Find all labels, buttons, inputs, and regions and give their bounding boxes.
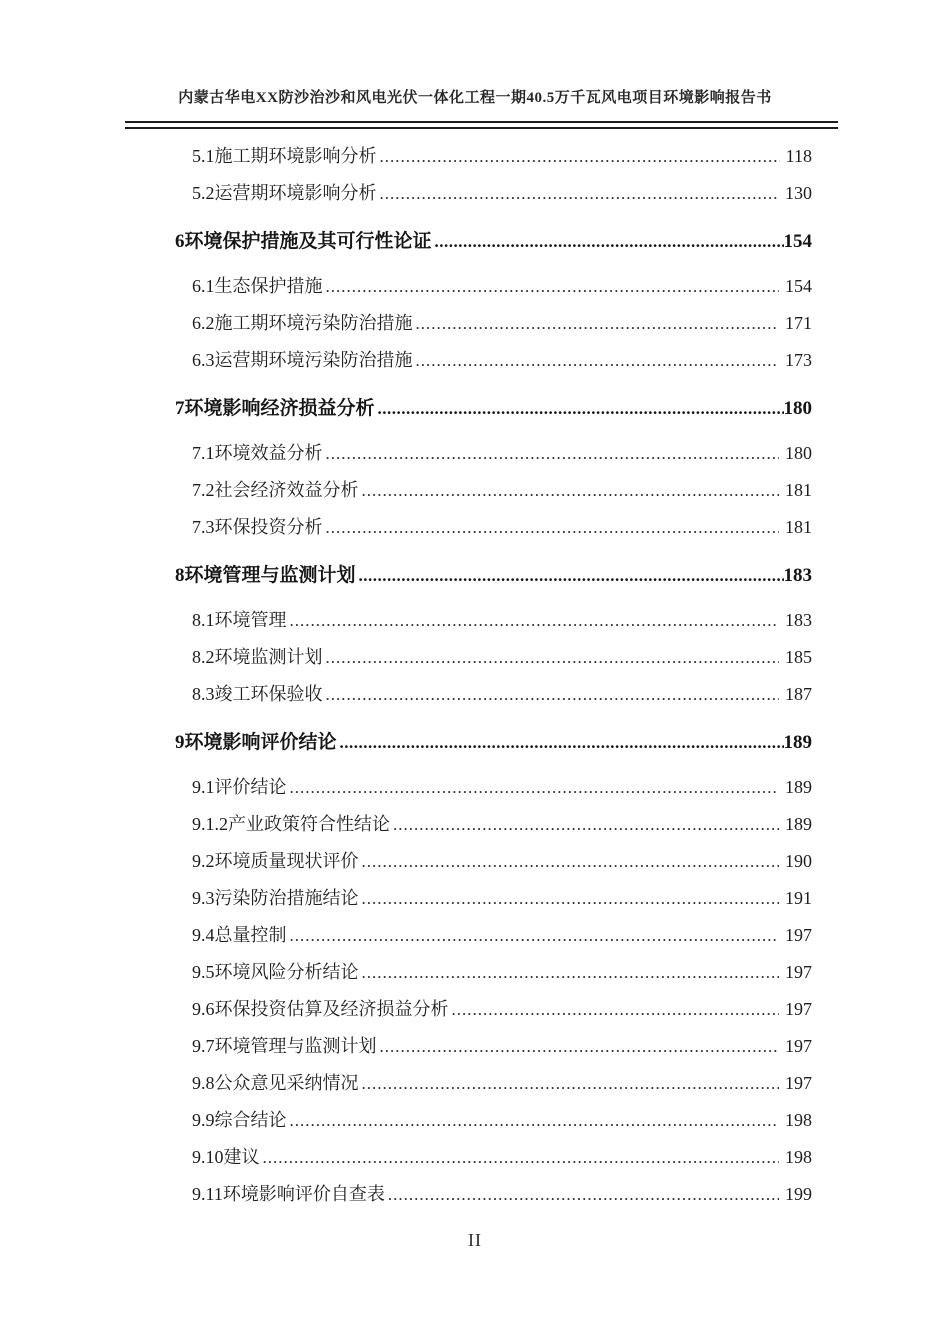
page-footer-number: II bbox=[468, 1230, 482, 1250]
toc-entry bbox=[175, 769, 812, 806]
toc-entry-page: 197 bbox=[785, 1073, 812, 1093]
page-header-title: 内蒙古华电XX防沙治沙和风电光伏一体化工程一期40.5万千瓦风电项目环境影响报告书 bbox=[178, 90, 772, 106]
dot-leader bbox=[378, 390, 784, 427]
toc-entry bbox=[175, 175, 812, 212]
toc-entry-label: 8环境管理与监测计划 bbox=[175, 565, 356, 586]
toc-entry bbox=[175, 954, 812, 991]
toc-entry bbox=[175, 917, 812, 954]
dot-leader bbox=[359, 557, 784, 594]
toc-entry bbox=[175, 1028, 812, 1065]
toc-entry-label: 8.3竣工环保验收 bbox=[192, 684, 323, 704]
toc-entry bbox=[175, 1102, 812, 1139]
dot-leader bbox=[416, 305, 780, 342]
toc-entry-page: 183 bbox=[785, 610, 812, 630]
toc-entry-label: 9.6环保投资估算及经济损益分析 bbox=[192, 999, 449, 1019]
toc-entry-page: 189 bbox=[785, 777, 812, 797]
dot-leader bbox=[362, 954, 780, 991]
toc-entry bbox=[175, 342, 812, 379]
toc-entry bbox=[175, 1176, 812, 1213]
toc-entry-label: 9.10建议 bbox=[192, 1147, 260, 1167]
toc-entry-label: 8.1环境管理 bbox=[192, 610, 287, 630]
toc-entry-page: 171 bbox=[785, 313, 812, 333]
dot-leader bbox=[326, 268, 780, 305]
toc-entry-page: 183 bbox=[783, 565, 812, 586]
dot-leader bbox=[263, 1139, 780, 1176]
toc-entry-label: 5.1施工期环境影响分析 bbox=[192, 146, 377, 166]
toc-entry-page: 191 bbox=[785, 888, 812, 908]
toc-entry-page: 189 bbox=[783, 732, 812, 753]
toc-entry-label: 9.1评价结论 bbox=[192, 777, 287, 797]
toc-entry-label: 6环境保护措施及其可行性论证 bbox=[175, 231, 432, 252]
toc-entry-label: 9.11环境影响评价自查表 bbox=[192, 1184, 385, 1204]
toc-entry-label: 9.2环境质量现状评价 bbox=[192, 851, 359, 871]
toc-entry-label: 9.3污染防治措施结论 bbox=[192, 888, 359, 908]
toc-entry-page: 154 bbox=[783, 231, 812, 252]
toc-chapter-entry bbox=[175, 390, 812, 427]
toc-entry-page: 185 bbox=[785, 647, 812, 667]
dot-leader bbox=[326, 509, 780, 546]
toc-chapter-entry bbox=[175, 724, 812, 761]
toc-entry-page: 197 bbox=[785, 999, 812, 1019]
dot-leader bbox=[362, 843, 780, 880]
toc-entry-page: 181 bbox=[785, 480, 812, 500]
toc-entry bbox=[175, 676, 812, 713]
toc-entry-label: 6.1生态保护措施 bbox=[192, 276, 323, 296]
toc-entry-label: 6.3运营期环境污染防治措施 bbox=[192, 350, 413, 370]
toc-entry-page: 118 bbox=[785, 146, 812, 166]
toc-entry bbox=[175, 843, 812, 880]
toc-entry bbox=[175, 991, 812, 1028]
toc-entry-page: 198 bbox=[785, 1147, 812, 1167]
dot-leader bbox=[380, 138, 780, 175]
dot-leader bbox=[380, 175, 780, 212]
toc-entry-page: 187 bbox=[785, 684, 812, 704]
toc-entry-label: 9.5环境风险分析结论 bbox=[192, 962, 359, 982]
toc-entry-page: 180 bbox=[785, 443, 812, 463]
toc-entry-label: 5.2运营期环境影响分析 bbox=[192, 183, 377, 203]
dot-leader bbox=[326, 639, 780, 676]
toc-entry-label: 7.3环保投资分析 bbox=[192, 517, 323, 537]
toc-entry-page: 199 bbox=[785, 1184, 812, 1204]
dot-leader bbox=[435, 223, 784, 260]
toc-entry-page: 197 bbox=[785, 962, 812, 982]
dot-leader bbox=[393, 806, 779, 843]
header-divider bbox=[125, 121, 838, 129]
toc-entry bbox=[175, 602, 812, 639]
toc-entry bbox=[175, 435, 812, 472]
toc-entry-label: 7环境影响经济损益分析 bbox=[175, 398, 375, 419]
toc-entry bbox=[175, 880, 812, 917]
dot-leader bbox=[290, 917, 780, 954]
toc-entry-page: 130 bbox=[785, 183, 812, 203]
toc-entry bbox=[175, 138, 812, 175]
dot-leader bbox=[290, 602, 780, 639]
toc-entry-label: 8.2环境监测计划 bbox=[192, 647, 323, 667]
dot-leader bbox=[290, 769, 780, 806]
toc-entry bbox=[175, 472, 812, 509]
toc-entry-label: 7.2社会经济效益分析 bbox=[192, 480, 359, 500]
toc-chapter-entry bbox=[175, 557, 812, 594]
toc-entry-label: 9.1.2产业政策符合性结论 bbox=[192, 814, 390, 834]
toc-entry-page: 198 bbox=[785, 1110, 812, 1130]
toc-entry-label: 9.7环境管理与监测计划 bbox=[192, 1036, 377, 1056]
dot-leader bbox=[362, 472, 780, 509]
toc-entry-label: 9.4总量控制 bbox=[192, 925, 287, 945]
dot-leader bbox=[340, 724, 784, 761]
toc-entry-label: 9.9综合结论 bbox=[192, 1110, 287, 1130]
toc-chapter-entry bbox=[175, 223, 812, 260]
toc-entry-page: 197 bbox=[785, 925, 812, 945]
toc-entry bbox=[175, 305, 812, 342]
table-of-contents bbox=[175, 138, 812, 1213]
toc-entry bbox=[175, 268, 812, 305]
toc-entry-page: 197 bbox=[785, 1036, 812, 1056]
toc-entry-page: 181 bbox=[785, 517, 812, 537]
toc-entry-page: 154 bbox=[785, 276, 812, 296]
dot-leader bbox=[416, 342, 780, 379]
dot-leader bbox=[326, 435, 780, 472]
toc-entry bbox=[175, 639, 812, 676]
dot-leader bbox=[388, 1176, 779, 1213]
dot-leader bbox=[362, 880, 780, 917]
toc-entry-page: 189 bbox=[785, 814, 812, 834]
dot-leader bbox=[452, 991, 780, 1028]
toc-entry bbox=[175, 509, 812, 546]
toc-entry-label: 6.2施工期环境污染防治措施 bbox=[192, 313, 413, 333]
toc-entry bbox=[175, 1139, 812, 1176]
dot-leader bbox=[326, 676, 780, 713]
dot-leader bbox=[362, 1065, 780, 1102]
toc-entry-label: 9.8公众意见采纳情况 bbox=[192, 1073, 359, 1093]
toc-entry-page: 180 bbox=[783, 398, 812, 419]
toc-entry-label: 9环境影响评价结论 bbox=[175, 732, 337, 753]
toc-entry bbox=[175, 1065, 812, 1102]
toc-entry-page: 173 bbox=[785, 350, 812, 370]
dot-leader bbox=[380, 1028, 780, 1065]
toc-entry bbox=[175, 806, 812, 843]
dot-leader bbox=[290, 1102, 780, 1139]
toc-entry-label: 7.1环境效益分析 bbox=[192, 443, 323, 463]
toc-entry-page: 190 bbox=[785, 851, 812, 871]
